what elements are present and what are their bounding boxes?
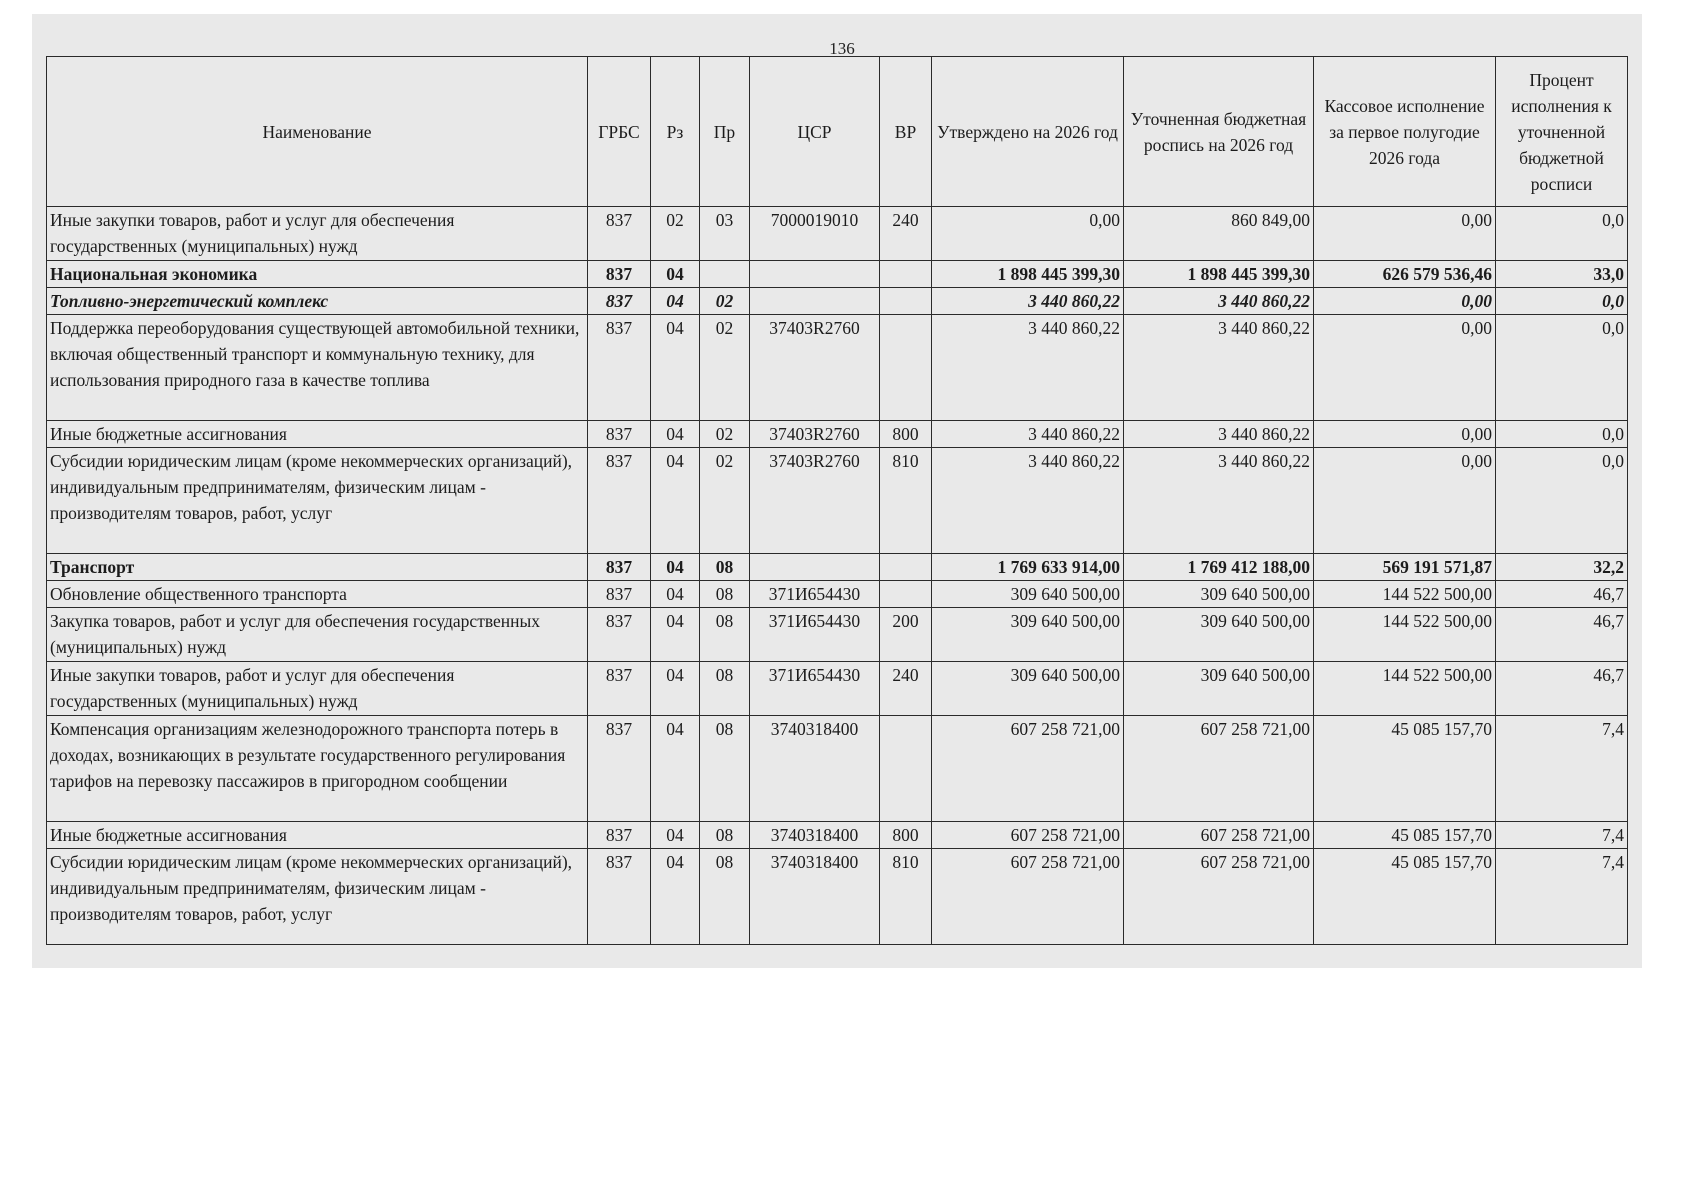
table-row — [47, 448, 1628, 554]
cell-grbs: 837 — [588, 448, 651, 554]
cell-grbs: 837 — [588, 608, 651, 662]
cell-percent: 7,4 — [1496, 716, 1628, 822]
cell-approved: 309 640 500,00 — [932, 662, 1124, 716]
cell-rz: 04 — [651, 421, 700, 448]
table-row — [47, 581, 1628, 608]
cell-approved: 3 440 860,22 — [932, 448, 1124, 554]
header-refined: Уточненная бюджетная роспись на 2026 год — [1124, 57, 1314, 207]
cell-executed: 0,00 — [1314, 288, 1496, 315]
cell-vr: 800 — [880, 822, 932, 849]
cell-csr — [750, 261, 880, 288]
cell-csr: 7000019010 — [750, 207, 880, 261]
cell-approved: 0,00 — [932, 207, 1124, 261]
cell-rz: 04 — [651, 608, 700, 662]
cell-executed: 144 522 500,00 — [1314, 608, 1496, 662]
cell-name: Иные закупки товаров, работ и услуг для обеспечения государственных (муниципальных) нужд — [47, 207, 588, 261]
cell-refined: 3 440 860,22 — [1124, 288, 1314, 315]
cell-pr: 08 — [700, 608, 750, 662]
cell-rz: 04 — [651, 849, 700, 945]
cell-executed: 144 522 500,00 — [1314, 581, 1496, 608]
table-header-row — [47, 57, 1628, 207]
cell-rz: 04 — [651, 716, 700, 822]
cell-pr: 08 — [700, 849, 750, 945]
cell-approved: 3 440 860,22 — [932, 288, 1124, 315]
cell-percent: 0,0 — [1496, 421, 1628, 448]
cell-refined: 309 640 500,00 — [1124, 662, 1314, 716]
header-csr: ЦСР — [750, 57, 880, 207]
cell-refined: 309 640 500,00 — [1124, 581, 1314, 608]
cell-csr — [750, 288, 880, 315]
cell-csr: 371И654430 — [750, 581, 880, 608]
cell-executed: 569 191 571,87 — [1314, 554, 1496, 581]
cell-approved: 3 440 860,22 — [932, 421, 1124, 448]
cell-executed: 0,00 — [1314, 448, 1496, 554]
cell-percent: 32,2 — [1496, 554, 1628, 581]
cell-name: Иные бюджетные ассигнования — [47, 421, 588, 448]
cell-approved: 1 769 633 914,00 — [932, 554, 1124, 581]
cell-executed: 0,00 — [1314, 315, 1496, 421]
cell-csr: 371И654430 — [750, 662, 880, 716]
cell-pr — [700, 261, 750, 288]
cell-name: Иные закупки товаров, работ и услуг для обеспечения государственных (муниципальных) нужд — [47, 662, 588, 716]
cell-rz: 04 — [651, 288, 700, 315]
cell-csr — [750, 554, 880, 581]
cell-rz: 02 — [651, 207, 700, 261]
cell-grbs: 837 — [588, 822, 651, 849]
cell-approved: 309 640 500,00 — [932, 581, 1124, 608]
cell-executed: 0,00 — [1314, 207, 1496, 261]
cell-grbs: 837 — [588, 207, 651, 261]
cell-grbs: 837 — [588, 288, 651, 315]
cell-name: Транспорт — [47, 554, 588, 581]
table-row — [47, 608, 1628, 662]
table-row — [47, 849, 1628, 945]
cell-grbs: 837 — [588, 849, 651, 945]
cell-name: Поддержка переоборудования существующей автомобильной техники, включая общественный транспорт и коммунальную технику, для использования природного газа в качестве топлива — [47, 315, 588, 421]
cell-grbs: 837 — [588, 261, 651, 288]
header-approved: Утверждено на 2026 год — [932, 57, 1124, 207]
cell-percent: 7,4 — [1496, 822, 1628, 849]
cell-approved: 607 258 721,00 — [932, 716, 1124, 822]
cell-pr: 02 — [700, 448, 750, 554]
header-rz: Рз — [651, 57, 700, 207]
cell-refined: 3 440 860,22 — [1124, 315, 1314, 421]
cell-vr: 240 — [880, 207, 932, 261]
cell-executed: 0,00 — [1314, 421, 1496, 448]
cell-name: Субсидии юридическим лицам (кроме некоммерческих организаций), индивидуальным предпринимателям, физическим лицам - производителям товаров, работ, услуг — [47, 448, 588, 554]
cell-vr — [880, 581, 932, 608]
cell-pr: 03 — [700, 207, 750, 261]
cell-approved: 607 258 721,00 — [932, 822, 1124, 849]
cell-pr: 08 — [700, 554, 750, 581]
cell-vr: 800 — [880, 421, 932, 448]
cell-name: Национальная экономика — [47, 261, 588, 288]
header-vr: ВР — [880, 57, 932, 207]
cell-approved: 607 258 721,00 — [932, 849, 1124, 945]
cell-percent: 46,7 — [1496, 608, 1628, 662]
cell-rz: 04 — [651, 315, 700, 421]
cell-executed: 626 579 536,46 — [1314, 261, 1496, 288]
cell-csr: 371И654430 — [750, 608, 880, 662]
cell-executed: 45 085 157,70 — [1314, 822, 1496, 849]
cell-csr: 37403R2760 — [750, 421, 880, 448]
cell-rz: 04 — [651, 554, 700, 581]
cell-pr: 02 — [700, 421, 750, 448]
table-row — [47, 662, 1628, 716]
budget-execution-table — [46, 56, 1628, 945]
table-row — [47, 554, 1628, 581]
cell-rz: 04 — [651, 448, 700, 554]
cell-name: Субсидии юридическим лицам (кроме некоммерческих организаций), индивидуальным предпринимателям, физическим лицам - производителям товаров, работ, услуг — [47, 849, 588, 945]
cell-name: Топливно-энергетический комплекс — [47, 288, 588, 315]
cell-grbs: 837 — [588, 421, 651, 448]
cell-pr: 02 — [700, 315, 750, 421]
cell-refined: 607 258 721,00 — [1124, 716, 1314, 822]
table-row — [47, 261, 1628, 288]
cell-refined: 1 769 412 188,00 — [1124, 554, 1314, 581]
cell-rz: 04 — [651, 261, 700, 288]
cell-csr: 3740318400 — [750, 822, 880, 849]
cell-rz: 04 — [651, 822, 700, 849]
cell-approved: 1 898 445 399,30 — [932, 261, 1124, 288]
cell-csr: 3740318400 — [750, 849, 880, 945]
cell-vr — [880, 288, 932, 315]
cell-refined: 309 640 500,00 — [1124, 608, 1314, 662]
cell-percent: 46,7 — [1496, 581, 1628, 608]
cell-name: Компенсация организациям железнодорожного транспорта потерь в доходах, возникающих в результате государственного регулирования тарифов на перевозку пассажиров в пригородном сообщении — [47, 716, 588, 822]
cell-refined: 607 258 721,00 — [1124, 822, 1314, 849]
table-row — [47, 421, 1628, 448]
cell-pr: 08 — [700, 716, 750, 822]
table-row — [47, 288, 1628, 315]
cell-percent: 0,0 — [1496, 288, 1628, 315]
cell-approved: 309 640 500,00 — [932, 608, 1124, 662]
cell-name: Обновление общественного транспорта — [47, 581, 588, 608]
cell-refined: 3 440 860,22 — [1124, 421, 1314, 448]
cell-refined: 1 898 445 399,30 — [1124, 261, 1314, 288]
cell-grbs: 837 — [588, 716, 651, 822]
cell-vr: 810 — [880, 849, 932, 945]
header-grbs: ГРБС — [588, 57, 651, 207]
table-row — [47, 822, 1628, 849]
cell-percent: 0,0 — [1496, 315, 1628, 421]
cell-vr: 810 — [880, 448, 932, 554]
cell-executed: 45 085 157,70 — [1314, 849, 1496, 945]
cell-vr — [880, 315, 932, 421]
table-row — [47, 207, 1628, 261]
cell-vr: 200 — [880, 608, 932, 662]
cell-vr — [880, 716, 932, 822]
cell-grbs: 837 — [588, 662, 651, 716]
cell-vr — [880, 261, 932, 288]
cell-name: Иные бюджетные ассигнования — [47, 822, 588, 849]
cell-csr: 37403R2760 — [750, 448, 880, 554]
cell-rz: 04 — [651, 662, 700, 716]
cell-pr: 08 — [700, 822, 750, 849]
cell-grbs: 837 — [588, 581, 651, 608]
cell-percent: 7,4 — [1496, 849, 1628, 945]
header-pr: Пр — [700, 57, 750, 207]
cell-grbs: 837 — [588, 315, 651, 421]
cell-pr: 08 — [700, 662, 750, 716]
cell-percent: 0,0 — [1496, 207, 1628, 261]
cell-refined: 3 440 860,22 — [1124, 448, 1314, 554]
cell-refined: 607 258 721,00 — [1124, 849, 1314, 945]
table-row — [47, 315, 1628, 421]
cell-pr: 08 — [700, 581, 750, 608]
header-name: Наименование — [47, 57, 588, 207]
cell-rz: 04 — [651, 581, 700, 608]
cell-executed: 45 085 157,70 — [1314, 716, 1496, 822]
cell-percent: 46,7 — [1496, 662, 1628, 716]
header-executed: Кассовое исполнение за первое полугодие 2026 года — [1314, 57, 1496, 207]
cell-pr: 02 — [700, 288, 750, 315]
page-number: 136 — [829, 39, 855, 58]
cell-percent: 0,0 — [1496, 448, 1628, 554]
cell-approved: 3 440 860,22 — [932, 315, 1124, 421]
header-percent: Процент исполнения к уточненной бюджетной росписи — [1496, 57, 1628, 207]
cell-csr: 3740318400 — [750, 716, 880, 822]
table-row — [47, 716, 1628, 822]
cell-refined: 860 849,00 — [1124, 207, 1314, 261]
cell-vr: 240 — [880, 662, 932, 716]
cell-executed: 144 522 500,00 — [1314, 662, 1496, 716]
cell-csr: 37403R2760 — [750, 315, 880, 421]
cell-vr — [880, 554, 932, 581]
cell-name: Закупка товаров, работ и услуг для обеспечения государственных (муниципальных) нужд — [47, 608, 588, 662]
cell-grbs: 837 — [588, 554, 651, 581]
cell-percent: 33,0 — [1496, 261, 1628, 288]
